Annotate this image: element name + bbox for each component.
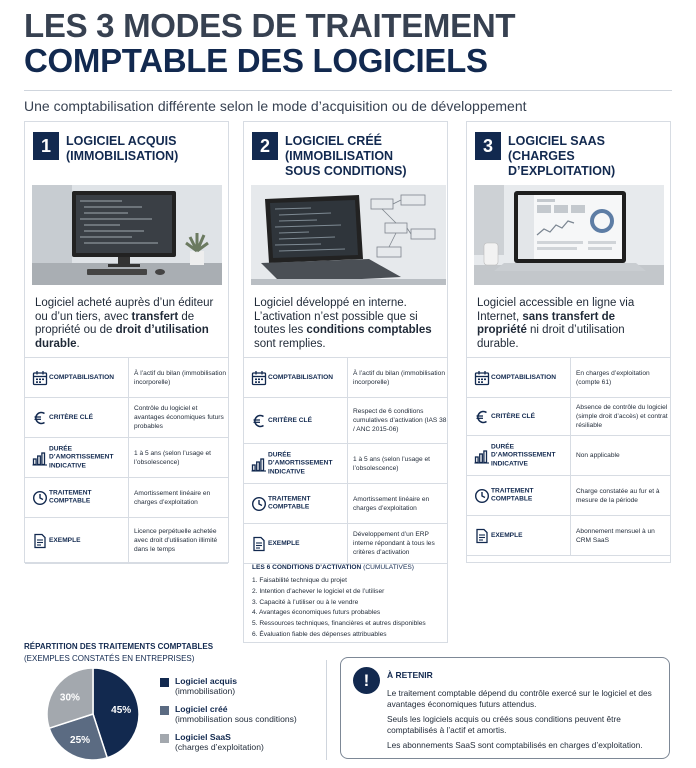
card-table (244, 357, 447, 564)
table-row (244, 444, 447, 484)
takeaway-paragraph: Les abonnements SaaS sont comptabilisés en charges d’exploitation. (387, 740, 643, 750)
row-label: TRAITEMENT COMPTABLE (49, 489, 92, 505)
clock-icon (474, 488, 490, 504)
title-line-1: LES 3 MODES DE TRAITEMENT (24, 7, 516, 44)
row-value: À l’actif du bilan (immobilisation incorporelle) (128, 358, 228, 397)
chart-legend (160, 676, 297, 760)
euro-icon (32, 410, 48, 426)
row-value: 1 à 5 ans (selon l’usage et l’obsolescence) (347, 444, 447, 483)
row-value: Contrôle du logiciel et avantages économiques futurs probables (128, 398, 228, 437)
table-row (467, 516, 670, 556)
list-item: 6. Évaluation fiable des dépenses attribuables (252, 630, 387, 638)
document-icon (32, 533, 48, 549)
card-number: 2 (252, 132, 278, 160)
card-number: 1 (33, 132, 59, 160)
card-description: Logiciel développé en interne. L’activation n’est possible que si toutes les conditions comptables sont remplies. (254, 297, 432, 350)
row-value: Développement d’un ERP interne répondant à tous les critères d’activation (347, 524, 447, 563)
takeaway-paragraph: Le traitement comptable dépend du contrôle exercé sur le logiciel et des avantages économiques futurs attendus. (387, 688, 652, 709)
row-label: DURÉE D’AMORTISSEMENT INDICATIVE (268, 450, 333, 475)
row-value: Licence perpétuelle achetée avec droit d’utilisation illimité dans le temps (128, 518, 228, 563)
row-label: DURÉE D’AMORTISSEMENT INDICATIVE (491, 442, 556, 467)
legend-item (160, 732, 297, 760)
row-label: TRAITEMENT COMPTABLE (491, 487, 534, 503)
card-number: 3 (475, 132, 501, 160)
row-label: EXEMPLE (268, 539, 300, 547)
list-item: 2. Intention d’achever le logiciel et de l’utiliser (252, 587, 385, 595)
card-title: LOGICIEL SAAS (CHARGES D’EXPLOITATION) (508, 134, 616, 178)
section-divider (326, 660, 327, 760)
legend-name: Logiciel acquis (175, 676, 238, 686)
row-value: Abonnement mensuel à un CRM SaaS (570, 516, 670, 555)
list-item: 3. Capacité à l’utiliser ou à le vendre (252, 598, 359, 606)
euro-icon (474, 409, 490, 425)
card-title: LOGICIEL CRÉÉ (IMMOBILISATION SOUS CONDITIONS) (285, 134, 407, 178)
pie-slice-label: 30% (59, 692, 80, 704)
row-label: COMPTABILISATION (491, 373, 556, 381)
legend-detail: (charges d’exploitation) (175, 742, 264, 752)
table-row (467, 476, 670, 516)
legend-name: Logiciel créé (175, 704, 228, 714)
row-value: Respect de 6 conditions cumulatives d’activation (IAS 38 / ANC 2015-06) (347, 398, 447, 443)
row-label: TRAITEMENT COMPTABLE (268, 495, 311, 511)
table-row (25, 398, 228, 438)
calendar-icon (474, 370, 490, 386)
bar-chart-icon (32, 450, 48, 466)
card-logiciel-saas (466, 121, 671, 563)
clock-icon (32, 490, 48, 506)
table-row (25, 438, 228, 478)
row-value: 1 à 5 ans (selon l’usage et l’obsolescence) (128, 438, 228, 477)
row-value: Charge constatée au fur et à mesure de la période (570, 476, 670, 515)
table-row (244, 358, 447, 398)
table-row (25, 358, 228, 398)
card-title: LOGICIEL ACQUIS (IMMOBILISATION) (66, 134, 179, 163)
title-divider (24, 90, 672, 91)
takeaway-paragraph: Seuls les logiciels acquis ou créés sous conditions peuvent être comptabilisés à l’actif et amortis. (387, 714, 621, 735)
pie-chart (46, 667, 140, 761)
conditions-list (252, 576, 441, 641)
list-item: 5. Ressources techniques, financières et autres disponibles (252, 620, 426, 628)
legend-swatch (160, 706, 169, 715)
row-value: Amortissement linéaire en charges d’exploitation (128, 478, 228, 517)
legend-detail: (immobilisation sous conditions) (175, 714, 297, 724)
page-title (24, 8, 515, 78)
list-item: 4. Avantages économiques futurs probables (252, 609, 381, 617)
bar-chart-icon (251, 456, 267, 472)
repartition-title: RÉPARTITION DES TRAITEMENTS COMPTABLES (24, 642, 214, 651)
table-row (25, 518, 228, 564)
table-row (25, 478, 228, 518)
row-label: CRITÈRE CLÉ (491, 412, 535, 420)
calendar-icon (32, 370, 48, 386)
row-value: En charges d’exploitation (compte 61) (570, 358, 670, 397)
takeaway-heading: À RETENIR (387, 670, 433, 680)
bar-chart-icon (474, 448, 490, 464)
row-value: Non applicable (570, 436, 670, 475)
card-description: Logiciel accessible en ligne via Internet, sans transfert de propriété ni droit d’utilisation durable. (477, 297, 635, 350)
table-row (244, 524, 447, 564)
table-row (467, 398, 670, 436)
row-label: EXEMPLE (491, 531, 523, 539)
table-row (467, 436, 670, 476)
legend-item (160, 676, 297, 704)
clock-icon (251, 496, 267, 512)
row-value: Amortissement linéaire en charges d’exploitation (347, 484, 447, 523)
document-icon (251, 536, 267, 552)
card-logiciel-acquis (24, 121, 229, 563)
laptop-dashboard-photo (474, 185, 664, 285)
repartition-subtitle: (EXEMPLES CONSTATÉS EN ENTREPRISES) (24, 654, 195, 663)
page-subtitle: Une comptabilisation différente selon le mode d’acquisition ou de développement (24, 98, 527, 114)
card-table (25, 357, 228, 564)
list-item: 1. Faisabilité technique du projet (252, 577, 347, 584)
table-row (244, 398, 447, 444)
row-label: CRITÈRE CLÉ (268, 416, 312, 424)
card-logiciel-cree (243, 121, 448, 643)
table-row (244, 484, 447, 524)
conditions-heading: LES 6 CONDITIONS D’ACTIVATION (CUMULATIVES) (252, 564, 414, 571)
calendar-icon (251, 370, 267, 386)
card-table (467, 357, 670, 556)
desktop-computer-photo (32, 185, 222, 285)
row-label: COMPTABILISATION (49, 373, 114, 381)
title-line-2: COMPTABLE DES LOGICIELS (24, 42, 488, 79)
laptop-code-photo (251, 185, 446, 285)
row-label: CRITÈRE CLÉ (49, 413, 93, 421)
pie-slice-label: 45% (111, 705, 132, 717)
row-value: À l’actif du bilan (immobilisation incorporelle) (347, 358, 447, 397)
row-label: DURÉE D’AMORTISSEMENT INDICATIVE (49, 444, 114, 469)
document-icon (474, 528, 490, 544)
row-value: Absence de contrôle du logiciel (simple droit d’accès) et contrat résiliable (570, 398, 670, 435)
table-row (467, 358, 670, 398)
exclamation-icon: ! (353, 667, 380, 694)
card-description: Logiciel acheté auprès d’un éditeur ou d’un tiers, avec transfert de propriété ou de droit d’utilisation durable. (35, 297, 214, 350)
row-label: COMPTABILISATION (268, 373, 333, 381)
legend-name: Logiciel SaaS (175, 732, 231, 742)
legend-swatch (160, 734, 169, 743)
legend-detail: (immobilisation) (175, 686, 236, 696)
euro-icon (251, 413, 267, 429)
key-takeaway-box (340, 657, 670, 759)
legend-item (160, 704, 297, 732)
row-label: EXEMPLE (49, 536, 81, 544)
legend-swatch (160, 678, 169, 687)
pie-slice-label: 25% (70, 734, 91, 746)
activation-conditions (252, 564, 441, 641)
